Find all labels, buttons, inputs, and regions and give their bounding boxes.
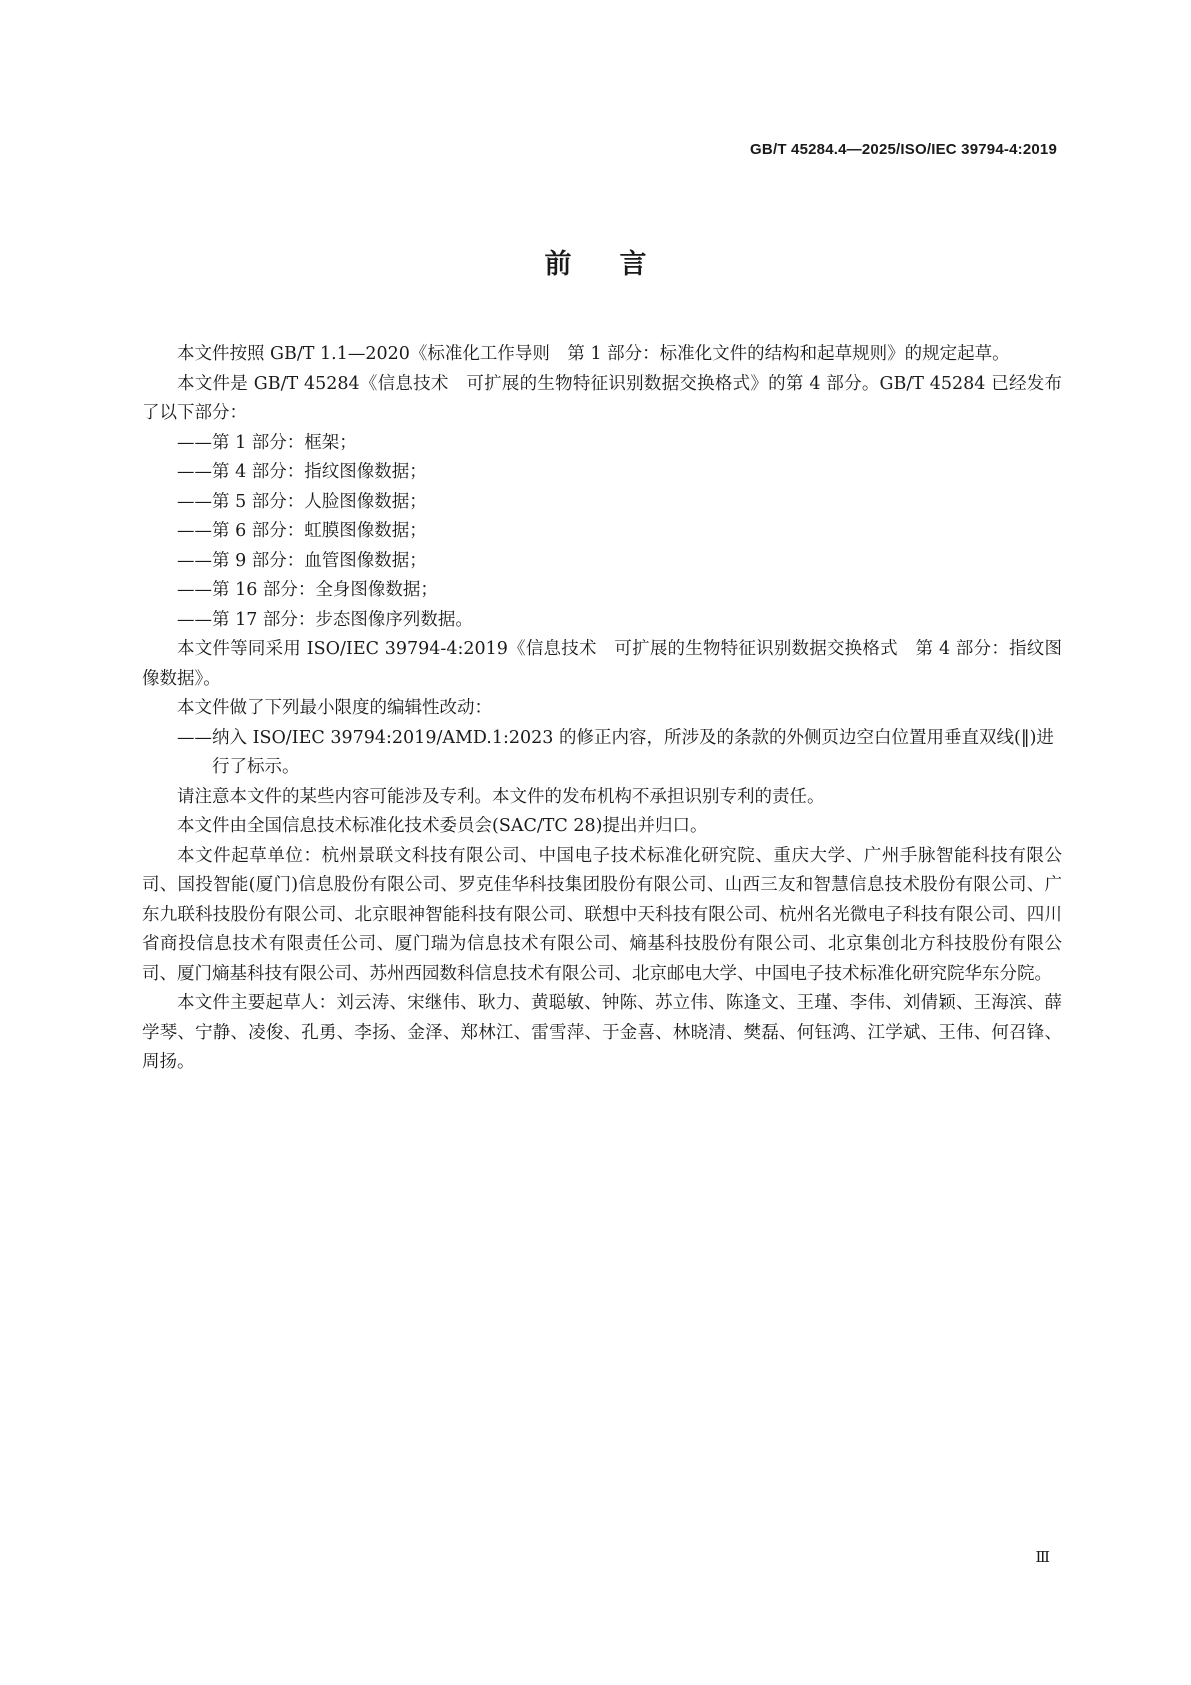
list-item-part: ——第 16 部分：全身图像数据； — [177, 580, 438, 600]
list-item-part: ——第 9 部分：血管图像数据； — [177, 550, 427, 571]
paragraph-drafters: 本文件主要起草人：刘云涛、宋继伟、耿力、黄聪敏、钟陈、苏立伟、陈逢文、王瑾、李伟、刘倩颖、王海滨、薛学琴、宁静、凌俊、孔勇、李扬、金泽、郑林江、雷雪萍、于金喜、林晓清、樊磊、何钰鸿、江学斌、王伟、何召锋、周扬。 — [142, 993, 1062, 1072]
paragraph-proposer: 本文件由全国信息技术标准化技术委员会(SAC/TC 28)提出并归口。 — [177, 816, 708, 836]
paragraph-equivalence: 本文件等同采用 ISO/IEC 39794-4:2019《信息技术 可扩展的生物特征识别数据交换格式 第 4 部分：指纹图像数据》。 — [142, 639, 1062, 689]
paragraph-patent-notice: 请注意本文件的某些内容可能涉及专利。本文件的发布机构不承担识别专利的责任。 — [177, 786, 825, 807]
list-item-part: ——第 5 部分：人脸图像数据； — [177, 491, 427, 512]
paragraph-series-intro: 本文件是 GB/T 45284《信息技术 可扩展的生物特征识别数据交换格式》的第 4 部分。GB/T 45284 已经发布了以下部分： — [142, 373, 1062, 423]
paragraph-editorial-changes: 本文件做了下列最小限度的编辑性改动： — [177, 698, 492, 718]
standard-code-header: GB/T 45284.4—2025/ISO/IEC 39794-4:2019 — [750, 141, 1057, 158]
foreword-content — [142, 340, 1062, 1078]
list-item-part: ——第 4 部分：指纹图像数据； — [177, 462, 427, 482]
list-item-part: ——第 17 部分：步态图像序列数据。 — [177, 609, 473, 630]
page-title: 前言 — [544, 249, 695, 280]
paragraph-drafting-organizations: 本文件起草单位：杭州景联文科技有限公司、中国电子技术标准化研究院、重庆大学、广州手脉智能科技有限公司、国投智能(厦门)信息股份有限公司、罗克佳华科技集团股份有限公司、山西三友和智慧信息技术股份有限公司、广东九联科技股份有限公司、北京眼神智能科技有限公司、联想中天科技有限公司、杭州名光微电子科技有限公司、四川省商投信息技术有限责任公司、厦门瑞为信息技术有限公司、熵基科技股份有限公司、北京集创北方科技股份有限公司、厦门熵基科技有限公司、苏州西园数科信息技术有限公司、北京邮电大学、中国电子技术标准化研究院华东分院。 — [142, 845, 1062, 984]
list-item-part: ——第 1 部分：框架； — [177, 432, 357, 453]
list-item-part: ——第 6 部分：虹膜图像数据； — [177, 521, 427, 541]
paragraph-drafting-rules: 本文件按照 GB/T 1.1—2020《标准化工作导则 第 1 部分：标准化文件的结构和起草规则》的规定起草。 — [177, 344, 1010, 364]
page-number: Ⅲ — [1035, 1548, 1050, 1566]
list-item-amendment: ——纳入 ISO/IEC 39794:2019/AMD.1:2023 的修正内容，所涉及的条款的外侧页边空白位置用垂直双线(‖)进行了标示。 — [177, 727, 1054, 777]
